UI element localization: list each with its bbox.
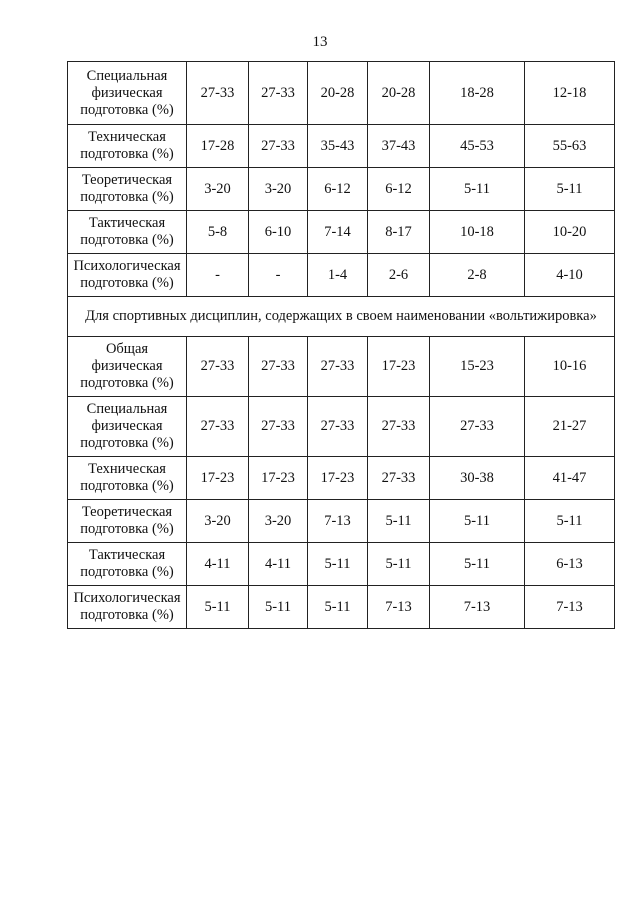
value-cell: 18-28 [430, 62, 525, 125]
row-label: Техническая подготовка (%) [68, 457, 187, 500]
value-cell: 30-38 [430, 457, 525, 500]
value-cell: 21-27 [525, 397, 615, 457]
value-cell: 7-13 [430, 586, 525, 629]
value-cell: 27-33 [249, 125, 308, 168]
value-cell: 10-16 [525, 337, 615, 397]
value-cell: 5-11 [187, 586, 249, 629]
value-cell: 7-13 [525, 586, 615, 629]
value-cell: 7-14 [308, 211, 368, 254]
value-cell: 7-13 [308, 500, 368, 543]
value-cell: - [187, 254, 249, 297]
value-cell: 27-33 [249, 337, 308, 397]
value-cell: 7-13 [368, 586, 430, 629]
value-cell: 5-11 [368, 500, 430, 543]
value-cell: 35-43 [308, 125, 368, 168]
value-cell: 27-33 [430, 397, 525, 457]
value-cell: 15-23 [430, 337, 525, 397]
value-cell: 4-10 [525, 254, 615, 297]
value-cell: 6-12 [308, 168, 368, 211]
value-cell: 5-11 [249, 586, 308, 629]
row-label: Специальная физическая подготовка (%) [68, 397, 187, 457]
value-cell: 4-11 [249, 543, 308, 586]
value-cell: 27-33 [187, 62, 249, 125]
table-row [68, 62, 615, 125]
value-cell: 27-33 [368, 397, 430, 457]
value-cell: 37-43 [368, 125, 430, 168]
value-cell: 17-23 [308, 457, 368, 500]
row-label: Общая физическая подготовка (%) [68, 337, 187, 397]
table-row [68, 254, 615, 297]
table-row [68, 397, 615, 457]
value-cell: 6-10 [249, 211, 308, 254]
value-cell: 3-20 [249, 168, 308, 211]
value-cell: 20-28 [308, 62, 368, 125]
table-body [68, 62, 615, 629]
value-cell: 5-11 [368, 543, 430, 586]
row-label: Психологическая подготовка (%) [68, 586, 187, 629]
row-label: Техническая подготовка (%) [68, 125, 187, 168]
row-label: Тактическая подготовка (%) [68, 543, 187, 586]
row-label: Психологическая подготовка (%) [68, 254, 187, 297]
value-cell: 12-18 [525, 62, 615, 125]
page-number: 13 [312, 34, 328, 50]
value-cell: 6-13 [525, 543, 615, 586]
value-cell: 5-11 [430, 543, 525, 586]
value-cell: 5-8 [187, 211, 249, 254]
value-cell: 20-28 [368, 62, 430, 125]
value-cell: 3-20 [187, 168, 249, 211]
table-row [68, 168, 615, 211]
value-cell: 17-23 [249, 457, 308, 500]
value-cell: 27-33 [249, 62, 308, 125]
value-cell: 3-20 [249, 500, 308, 543]
value-cell: 45-53 [430, 125, 525, 168]
row-label: Теоретическая подготовка (%) [68, 168, 187, 211]
table-row [68, 125, 615, 168]
value-cell: 3-20 [187, 500, 249, 543]
row-label: Специальная физическая подготовка (%) [68, 62, 187, 125]
value-cell: - [249, 254, 308, 297]
value-cell: 27-33 [368, 457, 430, 500]
table-row [68, 500, 615, 543]
table-row [68, 457, 615, 500]
value-cell: 27-33 [187, 337, 249, 397]
value-cell: 41-47 [525, 457, 615, 500]
value-cell: 2-8 [430, 254, 525, 297]
row-label: Теоретическая подготовка (%) [68, 500, 187, 543]
table-row [68, 337, 615, 397]
value-cell: 27-33 [187, 397, 249, 457]
value-cell: 5-11 [308, 543, 368, 586]
table-row [68, 586, 615, 629]
value-cell: 27-33 [308, 397, 368, 457]
value-cell: 8-17 [368, 211, 430, 254]
value-cell: 5-11 [525, 168, 615, 211]
value-cell: 27-33 [249, 397, 308, 457]
value-cell: 17-23 [187, 457, 249, 500]
row-label: Тактическая подготовка (%) [68, 211, 187, 254]
value-cell: 1-4 [308, 254, 368, 297]
value-cell: 5-11 [525, 500, 615, 543]
value-cell: 17-28 [187, 125, 249, 168]
table-row [68, 543, 615, 586]
section-heading: Для спортивных дисциплин, содержащих в своем наименовании «вольтижировка» [68, 297, 615, 337]
training-ratio-table [67, 61, 615, 629]
section-row [68, 297, 615, 337]
value-cell: 4-11 [187, 543, 249, 586]
value-cell: 5-11 [430, 500, 525, 543]
value-cell: 55-63 [525, 125, 615, 168]
value-cell: 5-11 [430, 168, 525, 211]
value-cell: 10-18 [430, 211, 525, 254]
value-cell: 6-12 [368, 168, 430, 211]
table-row [68, 211, 615, 254]
value-cell: 2-6 [368, 254, 430, 297]
value-cell: 5-11 [308, 586, 368, 629]
value-cell: 10-20 [525, 211, 615, 254]
value-cell: 17-23 [368, 337, 430, 397]
value-cell: 27-33 [308, 337, 368, 397]
